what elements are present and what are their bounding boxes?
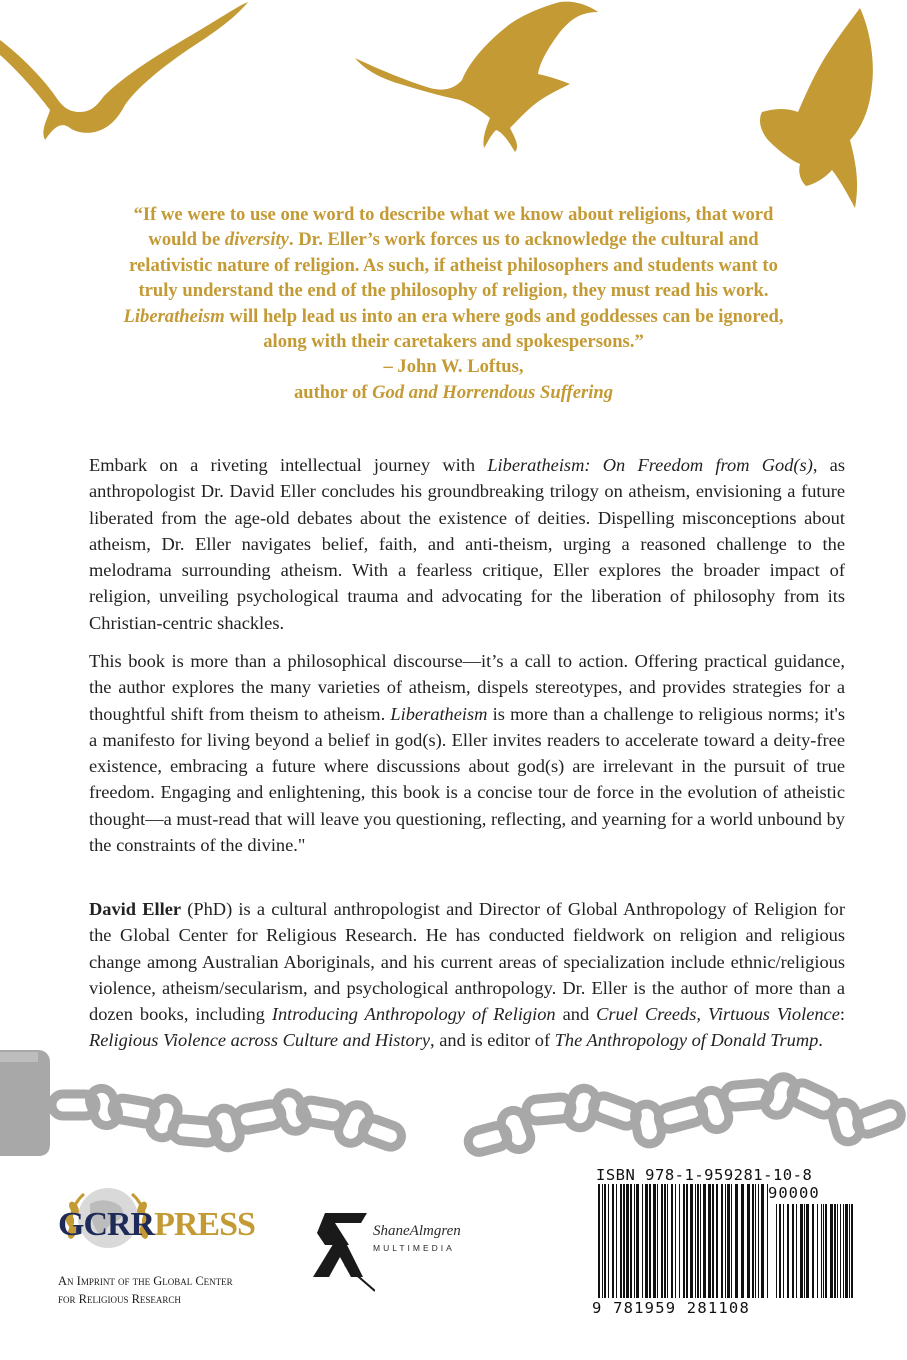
barcode-bar bbox=[703, 1184, 706, 1298]
barcode-bar bbox=[697, 1184, 699, 1298]
barcode-bar bbox=[598, 1184, 600, 1298]
barcode-bar bbox=[735, 1184, 738, 1298]
barcode-bar bbox=[626, 1184, 629, 1298]
quote-line: relativistic nature of religion. As such, if atheist philosophers and students want to bbox=[129, 254, 778, 276]
price-code: 90000 bbox=[768, 1184, 820, 1202]
barcode-bar bbox=[623, 1184, 625, 1298]
barcode-bar bbox=[657, 1184, 658, 1298]
quote-line: would be diversity. Dr. Eller’s work forces us to acknowledge the cultural and bbox=[148, 229, 759, 251]
isbn-label: ISBN 978-1-959281-10-8 bbox=[596, 1166, 813, 1184]
barcode-bar bbox=[700, 1184, 701, 1298]
barcode-bar bbox=[721, 1184, 723, 1298]
barcode-bar bbox=[634, 1184, 635, 1298]
barcode-bar bbox=[679, 1184, 680, 1298]
endorsement-quote bbox=[70, 202, 837, 405]
addon-bar bbox=[851, 1204, 853, 1298]
addon-bar bbox=[843, 1204, 844, 1298]
addon-bar bbox=[776, 1204, 777, 1298]
barcode-bar bbox=[649, 1184, 651, 1298]
addon-bar bbox=[783, 1204, 784, 1298]
shackle-cuff-icon bbox=[0, 1050, 50, 1156]
barcode-bar bbox=[725, 1184, 726, 1298]
barcode-bar bbox=[642, 1184, 643, 1298]
broken-chain-illustration bbox=[0, 1048, 907, 1168]
barcode-bar bbox=[664, 1184, 666, 1298]
addon-bar bbox=[804, 1204, 805, 1298]
shane-almgren-multimedia-logo bbox=[305, 1205, 525, 1295]
barcode-bar bbox=[620, 1184, 622, 1298]
bird-middle-icon bbox=[355, 2, 598, 152]
barcode-bar bbox=[755, 1184, 756, 1298]
barcode-bar bbox=[761, 1184, 764, 1298]
addon-bar bbox=[796, 1204, 797, 1298]
bird-right-icon bbox=[760, 8, 873, 208]
barcode-bar bbox=[630, 1184, 632, 1298]
sa-subtitle: MULTIMEDIA bbox=[373, 1243, 455, 1253]
addon-bar bbox=[837, 1204, 838, 1298]
barcode-bar bbox=[612, 1184, 614, 1298]
author-name: David Eller bbox=[89, 899, 182, 919]
birds-illustration bbox=[0, 0, 907, 220]
barcode-bar bbox=[683, 1184, 685, 1298]
barcode-bar bbox=[653, 1184, 656, 1298]
quote-line: “If we were to use one word to describe what we know about religions, that word bbox=[133, 204, 774, 225]
quote-line: Liberatheism will help lead us into an era where gods and goddesses can be ignored, bbox=[123, 305, 784, 327]
barcode-bar bbox=[758, 1184, 759, 1298]
gcrr-wordmark: GCRRPRESS bbox=[58, 1206, 255, 1243]
quote-line: truly understand the end of the philosophy of religion, they must read his work. bbox=[138, 280, 769, 302]
addon-bar bbox=[779, 1204, 781, 1298]
addon-bar bbox=[787, 1204, 789, 1298]
addon-bar bbox=[849, 1204, 850, 1298]
barcode-bar bbox=[716, 1184, 718, 1298]
addon-bar bbox=[840, 1204, 841, 1298]
addon-bar bbox=[800, 1204, 803, 1298]
barcode-bar bbox=[604, 1184, 606, 1298]
addon-bar bbox=[845, 1204, 848, 1298]
barcode-bar bbox=[690, 1184, 693, 1298]
barcode-bars bbox=[590, 1184, 860, 1304]
barcode-bar bbox=[727, 1184, 730, 1298]
addon-bar bbox=[834, 1204, 836, 1298]
barcode-bar bbox=[731, 1184, 732, 1298]
sa-name: ShaneAlmgren bbox=[373, 1223, 461, 1239]
addon-bar bbox=[806, 1204, 809, 1298]
barcode-bar bbox=[661, 1184, 663, 1298]
addon-bar bbox=[821, 1204, 822, 1298]
barcode-bar bbox=[708, 1184, 711, 1298]
barcode-bar bbox=[747, 1184, 750, 1298]
barcode-bar bbox=[752, 1184, 754, 1298]
description-paragraph-1: Embark on a riveting intellectual journey with Liberatheism: On Freedom from God(s), as anthropologist Dr. David Eller concludes his groundbreaking trilogy on atheism, envisioning a future liberated from the age-old debates about the existence of deities. Dispelling misconceptions about atheism, Dr. Eller navigates belief, faith, and anti-theism, urging a reasoned challenge to the melodrama surrounding atheism. With a fearless critique, Eller explores the broader impact of religion, unveiling psychological trauma and advocating for the liberation of philosophy from its Christian-centric shackles. bbox=[89, 455, 845, 633]
barcode-bar bbox=[636, 1184, 639, 1298]
isbn-barcode bbox=[590, 1162, 860, 1320]
publisher-tagline: An Imprint of the Global Center for Religious Research bbox=[58, 1274, 233, 1306]
barcode-bar bbox=[712, 1184, 714, 1298]
description-paragraph-2: This book is more than a philosophical discourse—it’s a call to action. Offering practical guidance, the author explores the many varieties of atheism, dispels stereotypes, and provides strategies for a thoughtful shift from theism to atheism. Liberatheism is more than a challenge to religious norms; it's a manifesto for living beyond a belief in god(s). Eller invites readers to accelerate toward a deity-free existence, embracing a future where discussions about god(s) are irrelevant in the pursuit of true freedom. Engaging and enlightening, this book is a concise tour de force in the evolution of atheistic thought—a must-read that will leave you questioning, reflecting, and yearning for a world unbound by the constraints of the divine." bbox=[89, 651, 845, 856]
barcode-bar bbox=[667, 1184, 668, 1298]
barcode-bar bbox=[671, 1184, 673, 1298]
addon-bar bbox=[825, 1204, 827, 1298]
barcode-bar bbox=[645, 1184, 648, 1298]
barcode-bar bbox=[695, 1184, 696, 1298]
barcode-bar bbox=[741, 1184, 744, 1298]
barcode-bar bbox=[686, 1184, 688, 1298]
addon-bar bbox=[792, 1204, 794, 1298]
ean-digits: 9 781959 281108 bbox=[592, 1299, 750, 1317]
gcrr-press-logo bbox=[50, 1176, 290, 1306]
addon-bar bbox=[817, 1204, 818, 1298]
addon-bar bbox=[823, 1204, 824, 1298]
bird-left-icon bbox=[0, 2, 248, 140]
author-bio: David Eller (PhD) is a cultural anthropologist and Director of Global Anthropology of Religion for the Global Center for Religious Research. He has conducted fieldwork on religion and religious change among Australian Aboriginals, and his current areas of specialization include ethnic/religious violence, atheism/secularism, and psychological anthropology. Dr. Eller is the author of more than a dozen books, including Introducing Anthropology of Religion and Cruel Creeds, Virtuous Violence: Religious Violence across Culture and History, and is editor of The Anthropology of Donald Trump. bbox=[89, 899, 846, 1051]
quote-line: along with their caretakers and spokespersons.” bbox=[263, 331, 644, 353]
addon-bar bbox=[812, 1204, 814, 1298]
sa-monogram-icon bbox=[305, 1205, 375, 1295]
quote-author: – John W. Loftus, bbox=[383, 356, 524, 378]
barcode-bar bbox=[608, 1184, 609, 1298]
barcode-bar bbox=[616, 1184, 617, 1298]
barcode-bar bbox=[675, 1184, 676, 1298]
addon-bar bbox=[830, 1204, 833, 1298]
quote-author-role: author of God and Horrendous Suffering bbox=[293, 381, 614, 403]
barcode-bar bbox=[602, 1184, 603, 1298]
